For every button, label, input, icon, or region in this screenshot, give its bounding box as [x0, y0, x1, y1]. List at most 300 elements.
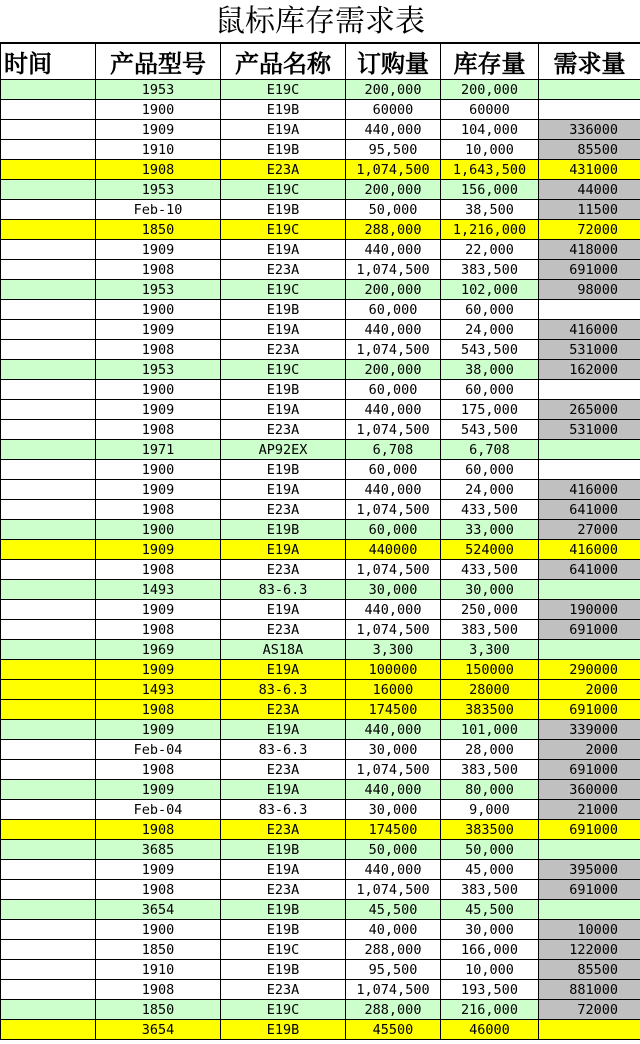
time-cell[interactable]	[1, 520, 96, 540]
order-qty-cell[interactable]: 1,074,500	[346, 880, 441, 900]
product-name-cell[interactable]: E19C	[221, 180, 346, 200]
order-qty-cell[interactable]: 1,074,500	[346, 560, 441, 580]
model-cell[interactable]: 1909	[96, 240, 221, 260]
stock-qty-cell[interactable]: 166,000	[441, 940, 539, 960]
model-cell[interactable]: 1900	[96, 100, 221, 120]
order-qty-cell[interactable]: 1,074,500	[346, 160, 441, 180]
product-name-cell[interactable]: E19A	[221, 540, 346, 560]
order-qty-cell[interactable]: 95,500	[346, 960, 441, 980]
product-name-cell[interactable]: E19B	[221, 200, 346, 220]
product-name-cell[interactable]: 83-6.3	[221, 740, 346, 760]
time-cell[interactable]	[1, 300, 96, 320]
stock-qty-cell[interactable]: 38,500	[441, 200, 539, 220]
demand-qty-cell[interactable]: 691000	[539, 760, 640, 780]
demand-qty-cell[interactable]: 416000	[539, 540, 640, 560]
product-name-cell[interactable]: AS18A	[221, 640, 346, 660]
demand-qty-cell[interactable]	[539, 640, 640, 660]
time-cell[interactable]	[1, 780, 96, 800]
stock-qty-cell[interactable]: 1,643,500	[441, 160, 539, 180]
time-cell[interactable]	[1, 960, 96, 980]
stock-qty-cell[interactable]: 3,300	[441, 640, 539, 660]
product-name-cell[interactable]: E23A	[221, 560, 346, 580]
model-cell[interactable]: 1900	[96, 460, 221, 480]
order-qty-cell[interactable]: 30,000	[346, 800, 441, 820]
stock-qty-cell[interactable]: 216,000	[441, 1000, 539, 1020]
time-cell[interactable]	[1, 360, 96, 380]
demand-qty-cell[interactable]: 162000	[539, 360, 640, 380]
model-cell[interactable]: 1493	[96, 680, 221, 700]
stock-qty-cell[interactable]: 6,708	[441, 440, 539, 460]
product-name-cell[interactable]: E19B	[221, 920, 346, 940]
order-qty-cell[interactable]: 440,000	[346, 480, 441, 500]
demand-qty-cell[interactable]: 339000	[539, 720, 640, 740]
demand-qty-cell[interactable]: 641000	[539, 500, 640, 520]
order-qty-cell[interactable]: 440,000	[346, 240, 441, 260]
order-qty-cell[interactable]: 50,000	[346, 200, 441, 220]
demand-qty-cell[interactable]: 11500	[539, 200, 640, 220]
product-name-cell[interactable]: E19A	[221, 400, 346, 420]
demand-qty-cell[interactable]: 336000	[539, 120, 640, 140]
product-name-cell[interactable]: E19B	[221, 520, 346, 540]
demand-qty-cell[interactable]: 122000	[539, 940, 640, 960]
order-qty-cell[interactable]: 100000	[346, 660, 441, 680]
demand-qty-cell[interactable]: 691000	[539, 620, 640, 640]
stock-qty-cell[interactable]: 433,500	[441, 500, 539, 520]
demand-qty-cell[interactable]	[539, 460, 640, 480]
order-qty-cell[interactable]: 45,500	[346, 900, 441, 920]
demand-qty-cell[interactable]	[539, 300, 640, 320]
order-qty-cell[interactable]: 60,000	[346, 300, 441, 320]
model-cell[interactable]: 1908	[96, 420, 221, 440]
time-cell[interactable]	[1, 440, 96, 460]
stock-qty-cell[interactable]: 543,500	[441, 340, 539, 360]
stock-qty-cell[interactable]: 45,500	[441, 900, 539, 920]
table-row	[1, 180, 640, 200]
demand-qty-cell[interactable]: 10000	[539, 920, 640, 940]
time-cell[interactable]	[1, 720, 96, 740]
time-cell[interactable]	[1, 200, 96, 220]
product-name-cell[interactable]: E23A	[221, 700, 346, 720]
model-cell[interactable]: 1953	[96, 180, 221, 200]
product-name-cell[interactable]: E23A	[221, 420, 346, 440]
demand-qty-cell[interactable]: 85500	[539, 140, 640, 160]
order-qty-cell[interactable]: 40,000	[346, 920, 441, 940]
time-cell[interactable]	[1, 920, 96, 940]
order-qty-cell[interactable]: 440,000	[346, 400, 441, 420]
stock-qty-cell[interactable]: 60,000	[441, 460, 539, 480]
product-name-cell[interactable]: E19B	[221, 140, 346, 160]
product-name-cell[interactable]: E19A	[221, 120, 346, 140]
model-cell[interactable]: 1909	[96, 600, 221, 620]
product-name-cell[interactable]: E19B	[221, 840, 346, 860]
order-qty-cell[interactable]: 288,000	[346, 220, 441, 240]
demand-qty-cell[interactable]: 395000	[539, 860, 640, 880]
time-cell[interactable]	[1, 1000, 96, 1020]
demand-qty-cell[interactable]: 72000	[539, 1000, 640, 1020]
order-qty-cell[interactable]: 30,000	[346, 580, 441, 600]
header-demand-qty[interactable]: 需求量	[539, 44, 640, 80]
model-cell[interactable]: 3654	[96, 900, 221, 920]
demand-qty-cell[interactable]: 360000	[539, 780, 640, 800]
demand-qty-cell[interactable]: 190000	[539, 600, 640, 620]
model-cell[interactable]: 1909	[96, 660, 221, 680]
model-cell[interactable]: 1908	[96, 620, 221, 640]
model-cell[interactable]: 1900	[96, 520, 221, 540]
demand-qty-cell[interactable]	[539, 380, 640, 400]
stock-qty-cell[interactable]: 60000	[441, 100, 539, 120]
product-name-cell[interactable]: E19A	[221, 780, 346, 800]
order-qty-cell[interactable]: 200,000	[346, 280, 441, 300]
order-qty-cell[interactable]: 60,000	[346, 460, 441, 480]
model-cell[interactable]: 1909	[96, 320, 221, 340]
table-row	[1, 140, 640, 160]
order-qty-cell[interactable]: 1,074,500	[346, 620, 441, 640]
time-cell[interactable]	[1, 660, 96, 680]
demand-qty-cell[interactable]: 2000	[539, 740, 640, 760]
demand-qty-cell[interactable]: 418000	[539, 240, 640, 260]
header-model[interactable]: 产品型号	[96, 44, 221, 80]
model-cell[interactable]: 1908	[96, 560, 221, 580]
time-cell[interactable]	[1, 680, 96, 700]
order-qty-cell[interactable]: 45500	[346, 1020, 441, 1040]
order-qty-cell[interactable]: 60000	[346, 100, 441, 120]
model-cell[interactable]: 3654	[96, 1020, 221, 1040]
time-cell[interactable]	[1, 760, 96, 780]
stock-qty-cell[interactable]: 102,000	[441, 280, 539, 300]
header-row	[1, 44, 640, 80]
model-cell[interactable]: 1909	[96, 120, 221, 140]
product-name-cell[interactable]: E19B	[221, 960, 346, 980]
time-cell[interactable]	[1, 640, 96, 660]
model-cell[interactable]: Feb-04	[96, 800, 221, 820]
model-cell[interactable]: 1850	[96, 1000, 221, 1020]
stock-qty-cell[interactable]: 30,000	[441, 580, 539, 600]
time-cell[interactable]	[1, 820, 96, 840]
time-cell[interactable]	[1, 240, 96, 260]
product-name-cell[interactable]: AP92EX	[221, 440, 346, 460]
stock-qty-cell[interactable]: 9,000	[441, 800, 539, 820]
product-name-cell[interactable]: E23A	[221, 160, 346, 180]
product-name-cell[interactable]: E19B	[221, 300, 346, 320]
stock-qty-cell[interactable]: 101,000	[441, 720, 539, 740]
product-name-cell[interactable]: E19B	[221, 460, 346, 480]
product-name-cell[interactable]: 83-6.3	[221, 680, 346, 700]
header-product-name[interactable]: 产品名称	[221, 44, 346, 80]
time-cell[interactable]	[1, 320, 96, 340]
stock-qty-cell[interactable]: 60,000	[441, 300, 539, 320]
demand-qty-cell[interactable]: 2000	[539, 680, 640, 700]
stock-qty-cell[interactable]: 524000	[441, 540, 539, 560]
product-name-cell[interactable]: E23A	[221, 620, 346, 640]
stock-qty-cell[interactable]: 175,000	[441, 400, 539, 420]
order-qty-cell[interactable]: 16000	[346, 680, 441, 700]
order-qty-cell[interactable]: 3,300	[346, 640, 441, 660]
model-cell[interactable]: 1910	[96, 960, 221, 980]
order-qty-cell[interactable]: 200,000	[346, 80, 441, 100]
time-cell[interactable]	[1, 540, 96, 560]
stock-qty-cell[interactable]: 10,000	[441, 960, 539, 980]
demand-qty-cell[interactable]: 98000	[539, 280, 640, 300]
demand-qty-cell[interactable]: 691000	[539, 820, 640, 840]
model-cell[interactable]: 1910	[96, 140, 221, 160]
product-name-cell[interactable]: E23A	[221, 820, 346, 840]
model-cell[interactable]: 1908	[96, 980, 221, 1000]
model-cell[interactable]: 1850	[96, 220, 221, 240]
demand-qty-cell[interactable]	[539, 840, 640, 860]
time-cell[interactable]	[1, 280, 96, 300]
stock-qty-cell[interactable]: 28000	[441, 680, 539, 700]
order-qty-cell[interactable]: 95,500	[346, 140, 441, 160]
model-cell[interactable]: 1908	[96, 260, 221, 280]
model-cell[interactable]: 1493	[96, 580, 221, 600]
demand-qty-cell[interactable]: 44000	[539, 180, 640, 200]
order-qty-cell[interactable]: 60,000	[346, 520, 441, 540]
model-cell[interactable]: 1900	[96, 300, 221, 320]
model-cell[interactable]: 1909	[96, 720, 221, 740]
order-qty-cell[interactable]: 6,708	[346, 440, 441, 460]
product-name-cell[interactable]: E23A	[221, 760, 346, 780]
model-cell[interactable]: 1908	[96, 500, 221, 520]
order-qty-cell[interactable]: 1,074,500	[346, 420, 441, 440]
product-name-cell[interactable]: E19C	[221, 940, 346, 960]
header-time[interactable]: 时间	[1, 44, 96, 80]
stock-qty-cell[interactable]: 24,000	[441, 480, 539, 500]
order-qty-cell[interactable]: 1,074,500	[346, 340, 441, 360]
stock-qty-cell[interactable]: 38,000	[441, 360, 539, 380]
time-cell[interactable]	[1, 900, 96, 920]
order-qty-cell[interactable]: 50,000	[346, 840, 441, 860]
table-row	[1, 580, 640, 600]
product-name-cell[interactable]: E23A	[221, 260, 346, 280]
product-name-cell[interactable]: E23A	[221, 340, 346, 360]
time-cell[interactable]	[1, 860, 96, 880]
stock-qty-cell[interactable]: 383,500	[441, 760, 539, 780]
time-cell[interactable]	[1, 380, 96, 400]
order-qty-cell[interactable]: 30,000	[346, 740, 441, 760]
stock-qty-cell[interactable]: 383,500	[441, 260, 539, 280]
product-name-cell[interactable]: E19A	[221, 480, 346, 500]
time-cell[interactable]	[1, 160, 96, 180]
time-cell[interactable]	[1, 480, 96, 500]
model-cell[interactable]: Feb-10	[96, 200, 221, 220]
model-cell[interactable]: 1900	[96, 920, 221, 940]
time-cell[interactable]	[1, 1020, 96, 1040]
stock-qty-cell[interactable]: 104,000	[441, 120, 539, 140]
demand-qty-cell[interactable]	[539, 440, 640, 460]
demand-qty-cell[interactable]: 641000	[539, 560, 640, 580]
demand-qty-cell[interactable]: 431000	[539, 160, 640, 180]
order-qty-cell[interactable]: 60,000	[346, 380, 441, 400]
stock-qty-cell[interactable]: 45,000	[441, 860, 539, 880]
stock-qty-cell[interactable]: 383500	[441, 820, 539, 840]
time-cell[interactable]	[1, 120, 96, 140]
model-cell[interactable]: 1909	[96, 780, 221, 800]
order-qty-cell[interactable]: 440,000	[346, 720, 441, 740]
product-name-cell[interactable]: E23A	[221, 980, 346, 1000]
time-cell[interactable]	[1, 400, 96, 420]
demand-qty-cell[interactable]: 691000	[539, 260, 640, 280]
header-order-qty[interactable]: 订购量	[346, 44, 441, 80]
time-cell[interactable]	[1, 220, 96, 240]
model-cell[interactable]: 1909	[96, 860, 221, 880]
order-qty-cell[interactable]: 288,000	[346, 940, 441, 960]
stock-qty-cell[interactable]: 80,000	[441, 780, 539, 800]
model-cell[interactable]: 1908	[96, 760, 221, 780]
model-cell[interactable]: 1953	[96, 360, 221, 380]
product-name-cell[interactable]: E19C	[221, 1000, 346, 1020]
demand-qty-cell[interactable]: 416000	[539, 480, 640, 500]
time-cell[interactable]	[1, 980, 96, 1000]
demand-qty-cell[interactable]	[539, 900, 640, 920]
time-cell[interactable]	[1, 940, 96, 960]
time-cell[interactable]	[1, 420, 96, 440]
demand-qty-cell[interactable]: 531000	[539, 420, 640, 440]
stock-qty-cell[interactable]: 1,216,000	[441, 220, 539, 240]
model-cell[interactable]: 1908	[96, 700, 221, 720]
time-cell[interactable]	[1, 840, 96, 860]
product-name-cell[interactable]: 83-6.3	[221, 580, 346, 600]
order-qty-cell[interactable]: 200,000	[346, 180, 441, 200]
order-qty-cell[interactable]: 440,000	[346, 780, 441, 800]
demand-qty-cell[interactable]: 881000	[539, 980, 640, 1000]
model-cell[interactable]: 1900	[96, 380, 221, 400]
order-qty-cell[interactable]: 440,000	[346, 600, 441, 620]
model-cell[interactable]: 1908	[96, 340, 221, 360]
stock-qty-cell[interactable]: 200,000	[441, 80, 539, 100]
order-qty-cell[interactable]: 288,000	[346, 1000, 441, 1020]
order-qty-cell[interactable]: 1,074,500	[346, 260, 441, 280]
model-cell[interactable]: 1908	[96, 880, 221, 900]
order-qty-cell[interactable]: 174500	[346, 820, 441, 840]
stock-qty-cell[interactable]: 50,000	[441, 840, 539, 860]
model-cell[interactable]: 1909	[96, 480, 221, 500]
order-qty-cell[interactable]: 440,000	[346, 320, 441, 340]
model-cell[interactable]: 1909	[96, 540, 221, 560]
stock-qty-cell[interactable]: 383500	[441, 700, 539, 720]
stock-qty-cell[interactable]: 24,000	[441, 320, 539, 340]
model-cell[interactable]: 1909	[96, 400, 221, 420]
order-qty-cell[interactable]: 174500	[346, 700, 441, 720]
demand-qty-cell[interactable]	[539, 100, 640, 120]
stock-qty-cell[interactable]: 33,000	[441, 520, 539, 540]
time-cell[interactable]	[1, 620, 96, 640]
product-name-cell[interactable]: E19B	[221, 100, 346, 120]
order-qty-cell[interactable]: 440,000	[346, 120, 441, 140]
model-cell[interactable]: Feb-04	[96, 740, 221, 760]
demand-qty-cell[interactable]: 265000	[539, 400, 640, 420]
time-cell[interactable]	[1, 560, 96, 580]
time-cell[interactable]	[1, 600, 96, 620]
demand-qty-cell[interactable]	[539, 1020, 640, 1040]
stock-qty-cell[interactable]: 543,500	[441, 420, 539, 440]
demand-qty-cell[interactable]: 691000	[539, 700, 640, 720]
stock-qty-cell[interactable]: 60,000	[441, 380, 539, 400]
product-name-cell[interactable]: E19C	[221, 280, 346, 300]
model-cell[interactable]: 3685	[96, 840, 221, 860]
time-cell[interactable]	[1, 100, 96, 120]
demand-qty-cell[interactable]: 27000	[539, 520, 640, 540]
time-cell[interactable]	[1, 260, 96, 280]
stock-qty-cell[interactable]: 22,000	[441, 240, 539, 260]
model-cell[interactable]: 1953	[96, 280, 221, 300]
product-name-cell[interactable]: E19C	[221, 220, 346, 240]
demand-qty-cell[interactable]: 691000	[539, 880, 640, 900]
order-qty-cell[interactable]: 440,000	[346, 860, 441, 880]
stock-qty-cell[interactable]: 30,000	[441, 920, 539, 940]
table-row	[1, 680, 640, 700]
product-name-cell[interactable]: E23A	[221, 500, 346, 520]
stock-qty-cell[interactable]: 46000	[441, 1020, 539, 1040]
product-name-cell[interactable]: E19A	[221, 720, 346, 740]
stock-qty-cell[interactable]: 383,500	[441, 620, 539, 640]
stock-qty-cell[interactable]: 433,500	[441, 560, 539, 580]
model-cell[interactable]: 1953	[96, 80, 221, 100]
time-cell[interactable]	[1, 500, 96, 520]
header-stock-qty[interactable]: 库存量	[441, 44, 539, 80]
time-cell[interactable]	[1, 740, 96, 760]
stock-qty-cell[interactable]: 28,000	[441, 740, 539, 760]
order-qty-cell[interactable]: 1,074,500	[346, 980, 441, 1000]
time-cell[interactable]	[1, 80, 96, 100]
model-cell[interactable]: 1908	[96, 820, 221, 840]
time-cell[interactable]	[1, 340, 96, 360]
product-name-cell[interactable]: E19B	[221, 900, 346, 920]
model-cell[interactable]: 1969	[96, 640, 221, 660]
product-name-cell[interactable]: E19A	[221, 660, 346, 680]
time-cell[interactable]	[1, 180, 96, 200]
product-name-cell[interactable]: 83-6.3	[221, 800, 346, 820]
demand-qty-cell[interactable]: 416000	[539, 320, 640, 340]
time-cell[interactable]	[1, 800, 96, 820]
model-cell[interactable]: 1971	[96, 440, 221, 460]
product-name-cell[interactable]: E19B	[221, 380, 346, 400]
product-name-cell[interactable]: E19A	[221, 240, 346, 260]
table-row	[1, 500, 640, 520]
stock-qty-cell[interactable]: 156,000	[441, 180, 539, 200]
time-cell[interactable]	[1, 460, 96, 480]
order-qty-cell[interactable]: 1,074,500	[346, 500, 441, 520]
stock-qty-cell[interactable]: 150000	[441, 660, 539, 680]
stock-qty-cell[interactable]: 10,000	[441, 140, 539, 160]
product-name-cell[interactable]: E19A	[221, 600, 346, 620]
product-name-cell[interactable]: E19C	[221, 360, 346, 380]
product-name-cell[interactable]: E19B	[221, 1020, 346, 1040]
time-cell[interactable]	[1, 880, 96, 900]
time-cell[interactable]	[1, 140, 96, 160]
stock-qty-cell[interactable]: 383,500	[441, 880, 539, 900]
stock-qty-cell[interactable]: 250,000	[441, 600, 539, 620]
model-cell[interactable]: 1908	[96, 160, 221, 180]
product-name-cell[interactable]: E23A	[221, 880, 346, 900]
product-name-cell[interactable]: E19C	[221, 80, 346, 100]
demand-qty-cell[interactable]: 290000	[539, 660, 640, 680]
demand-qty-cell[interactable]: 21000	[539, 800, 640, 820]
order-qty-cell[interactable]: 200,000	[346, 360, 441, 380]
time-cell[interactable]	[1, 580, 96, 600]
demand-qty-cell[interactable]: 72000	[539, 220, 640, 240]
time-cell[interactable]	[1, 700, 96, 720]
demand-qty-cell[interactable]: 531000	[539, 340, 640, 360]
demand-qty-cell[interactable]	[539, 80, 640, 100]
demand-qty-cell[interactable]: 85500	[539, 960, 640, 980]
order-qty-cell[interactable]: 1,074,500	[346, 760, 441, 780]
order-qty-cell[interactable]: 440000	[346, 540, 441, 560]
product-name-cell[interactable]: E19A	[221, 860, 346, 880]
stock-qty-cell[interactable]: 193,500	[441, 980, 539, 1000]
product-name-cell[interactable]: E19A	[221, 320, 346, 340]
demand-qty-cell[interactable]	[539, 580, 640, 600]
model-cell[interactable]: 1850	[96, 940, 221, 960]
